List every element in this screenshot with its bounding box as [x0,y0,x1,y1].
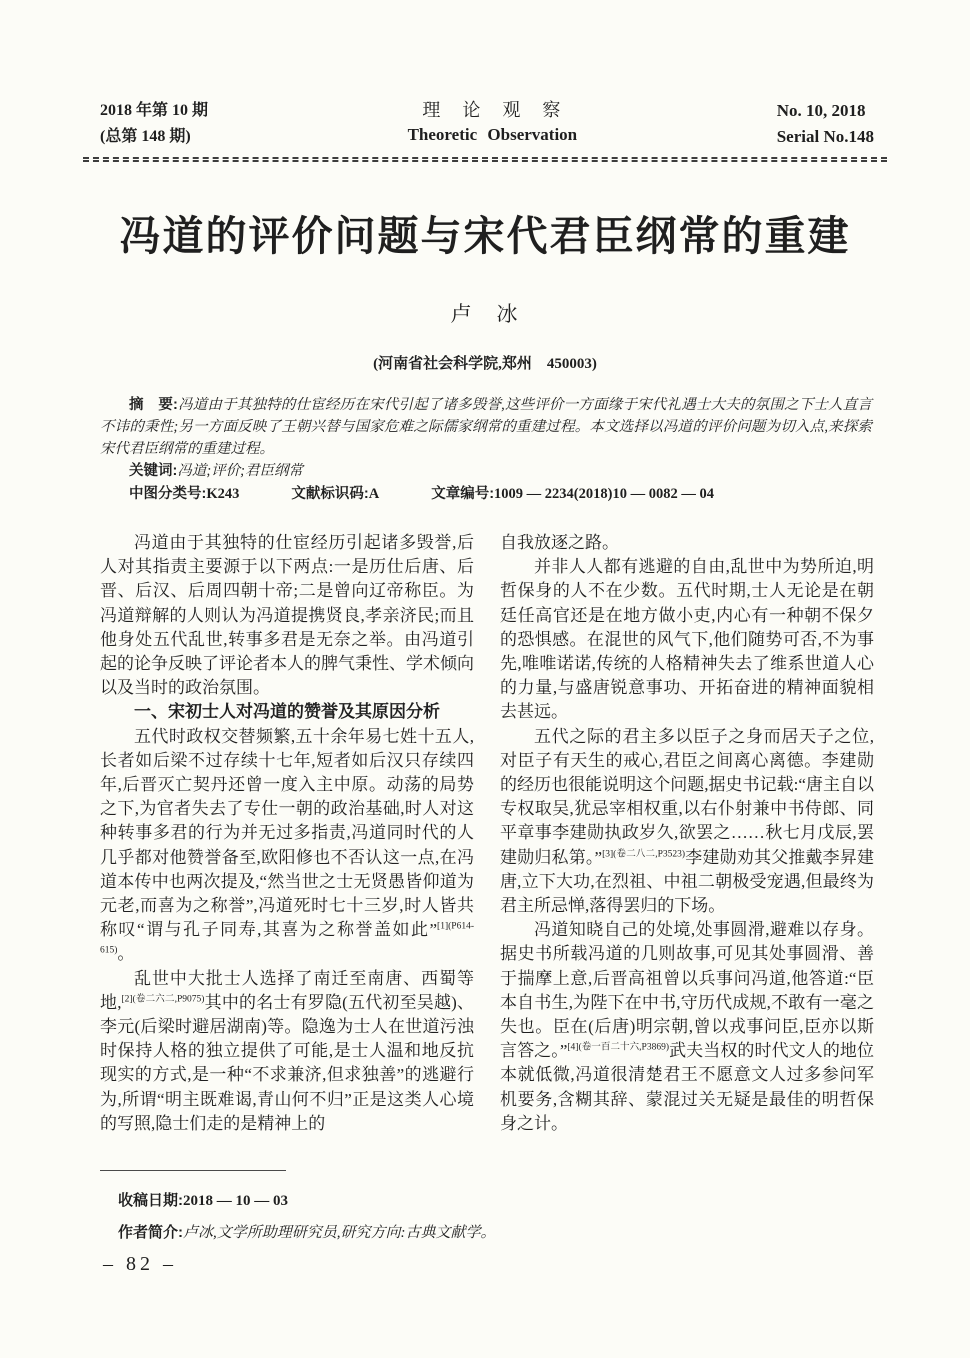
author-bio-label: 作者简介: [118,1224,183,1241]
citation-superscript: [4](卷一百二十六,P3869) [567,1042,670,1053]
footnote-block [118,1185,872,1249]
citation-superscript: [3](卷二八二,P3523) [602,848,686,859]
classification-line [100,483,872,505]
body-paragraph: 五代之际的君主多以臣子之身而居天子之位,对臣子有天生的戒心,君臣之间离心离德。李建勋的经历也很能说明这个问题,据史书记载:“唐主自以专权取吴,犹忌宰相权重,以右仆射兼中书侍郎、同平章事李建勋执政岁久,欲罢之……秋七月戊辰,罢建勋归私第。”$^{[3](卷二八二,P3523)}$李建勋劝其父推戴李昇建唐,立下大功,在烈祖、中祖二朝极受宠遇,但最终为君主所忌惮,落得罢归的下场。 [500,726,874,916]
clc-label: 中图分类号: [129,486,207,502]
journal-name [408,98,578,148]
article-meta-block [100,394,872,505]
citation-superscript: [2](卷二六二,P9075) [121,994,205,1005]
body-paragraph: 自我放逐之路。 [500,533,619,552]
doc-code-value: A [368,486,380,502]
abstract-label: 摘 要: [129,397,178,413]
issue-total: (总第 148 期) [100,128,191,145]
keywords-label: 关键词: [129,463,178,479]
author-bio-value: 卢冰,文学所助理研究员,研究方向:古典文献学。 [183,1225,496,1241]
serial-info [777,98,874,150]
abstract-text: 冯道由于其独特的仕宦经历在宋代引起了诸多毁誉,这些评价一方面缘于宋代礼遇士大夫的氛围之下士人直言不讳的秉性;另一方面反映了王朝兴替与国家危难之际儒家纲常的重建过程。本文选择以冯道的评价问题为切入点,来探索宋代君臣纲常的重建过程。 [100,397,872,457]
serial-total: Serial No.148 [776,127,874,146]
body-paragraph: 乱世中大批士人选择了南迁至南唐、西蜀等地,$^{[2](卷二六二,P9075)}$其中的名士有罗隐(五代初至吴越)、李元(后梁时避居湖南)等。隐逸为士人在世道污浊时保持人格的独立提供了可能,是士人温和地反抗现实的方式,是一种“不求兼济,但求独善”的逃避行为,所谓“明主既难谒,青山何不归”正是这类人心境的写照,隐士们走的是精神上的 [100,968,475,1133]
section-heading: 一、宋初士人对冯道的赞誉及其原因分析 [134,702,440,722]
doc-code-label: 文献标识码: [291,486,369,502]
header-divider-rule [83,157,887,162]
footnote-separator-rule [100,1170,286,1171]
serial-number: No. 10, 2018 [776,101,866,120]
body-paragraph: 五代时政权交替频繁,五十余年易七姓十五人,长者如后梁不过存续十七年,短者如后汉只存续四年,后晋灭亡契丹还曾一度入主中原。动荡的局势之下,为官者失去了专仕一朝的政治基础,时人对这种转事多君的行为并无过多指责,冯道同时代的人几乎都对他赞誉备至,欧阳修也不否认这一点,在冯道本传中也两次提及,“然当世之士无贤愚皆仰道为元老,而喜为之称誉”,冯道死时七十三岁,时人皆共称叹“谓与孔子同寿,其喜为之称誉盖如此”$^{[1](P614-615)}$。 [100,726,474,964]
article-author: 卢 冰 [450,302,520,326]
article-id-value: 1009 — 2234(2018)10 — 0082 — 04 [494,486,714,502]
received-date-label: 收稿日期: [118,1192,183,1209]
body-paragraph: 并非人人都有逃避的自由,乱世中为势所迫,明哲保身的人不在少数。五代时期,士人无论是在朝廷任高官还是在地方做小吏,内心有一种朝不保夕的恐惧感。在混世的风气下,他们随势可否,不为事先,唯唯诺诺,传统的人格精神失去了维系世道人心的力量,与盛唐锐意事功、开拓奋进的精神面貌相去甚远。 [500,557,874,722]
article-body [100,531,874,1136]
clc-value: K243 [206,486,240,502]
received-date-value: 2018 — 10 — 03 [183,1193,288,1209]
journal-name-en: Theoretic Observation [407,125,578,144]
body-paragraph: 冯道由于其独特的仕宦经历引起诸多毁誉,后人对其指责主要源于以下两点:一是历仕后唐、后晋、后汉、后周四朝十帝;二是曾向辽帝称臣。为冯道辩解的人则认为冯道提携贤良,孝亲济民;而且他身处五代乱世,转事多君是无奈之举。由冯道引起的论争反映了评论者本人的脾气秉性、学术倾向以及当时的政治氛围。 [100,533,474,698]
issue-number: 2018 年第 10 期 [100,102,209,119]
received-date-line [118,1185,872,1217]
journal-name-cn: 理 论 观 察 [422,100,563,120]
page-number: – 82 – [103,1253,177,1275]
body-paragraph: 冯道知晓自己的处境,处事圆滑,避难以存身。据史书所载冯道的几则故事,可见其处事圆滑、善于揣摩上意,后晋高祖曾以兵事问冯道,他答道:“臣本自书生,为陛下在中书,守历代成规,不敢有一毫之失也。臣在(后唐)明宗朝,曾以戎事问臣,臣亦以斯言答之。”$^{[4](卷一百二十六,P3869)}$武夫当权的时代文人的地位本就低微,冯道很清楚君王不愿意文人过多参问军机要务,含糊其辞、蒙混过关无疑是最佳的明哲保身之计。 [500,920,874,1133]
article-title: 冯道的评价问题与宋代君臣纲常的重建 [119,213,851,259]
keywords [100,460,872,482]
journal-header [100,98,874,150]
right-column [500,531,874,1136]
abstract [100,394,872,460]
keywords-text: 冯道;评价;君臣纲常 [177,463,304,479]
author-bio-line [118,1217,872,1249]
citation-superscript: [1](P614-615) [100,921,474,956]
article-id-label: 文章编号: [431,486,495,502]
issue-info [100,98,208,150]
article-affiliation: (河南省社会科学院,郑州 450003) [373,356,597,372]
left-column [100,531,474,1136]
